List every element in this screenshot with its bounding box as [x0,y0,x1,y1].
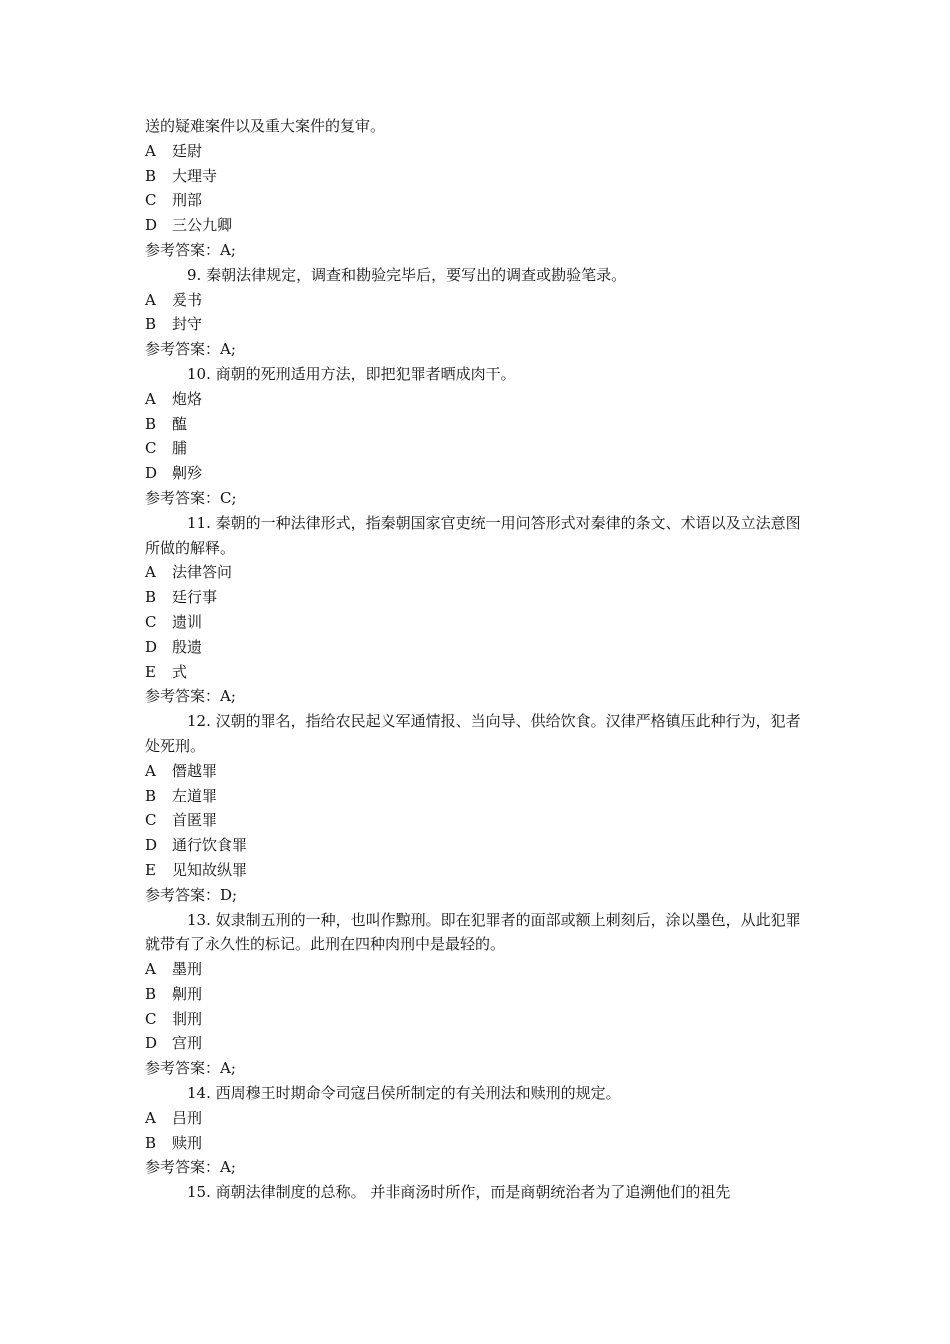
option-letter: E [145,860,156,879]
question-text: 11. 秦朝的一种法律形式，指秦朝国家官吏统一用问答形式对秦律的条文、术语以及立法意图所做的解释。 [145,513,801,557]
option-letter: A [145,1108,156,1127]
option-letter: B [145,414,157,433]
option-text: 法律答问 [172,563,233,582]
option-letter: A [145,141,156,160]
option-item [145,164,810,189]
option-text: 廷行事 [172,588,218,607]
question-block [145,908,810,1082]
question-block [145,362,810,511]
option-text: 宫刑 [172,1034,203,1053]
option-item [145,610,810,635]
option-letter: D [145,216,158,235]
option-item [145,461,810,486]
question-text: 13. 奴隶制五刑的一种，也叫作黥刑。即在犯罪者的面部或额上刺刻后，涂以墨色，从此犯罪就带有了永久性的标记。此刑在四种肉刑中是最轻的。 [145,910,801,954]
option-letter: B [145,315,157,334]
option-item [145,759,810,784]
question-block [145,139,810,263]
option-letter: B [145,588,157,607]
reference-answer: 参考答案：A; [145,1059,236,1078]
question-block [145,1180,810,1205]
question-block [145,709,810,907]
question-block [145,511,810,709]
option-item [145,560,810,585]
option-letter: B [145,984,157,1003]
option-item [145,1031,810,1056]
option-text: 首匿罪 [172,811,218,830]
option-letter: D [145,464,158,483]
option-item [145,784,810,809]
option-item [145,833,810,858]
option-item [145,1007,810,1032]
option-text: 廷尉 [172,141,203,160]
option-letter: B [145,786,157,805]
option-text: 僭越罪 [172,761,218,780]
option-text: 殷遗 [172,637,203,656]
option-item [145,660,810,685]
option-text: 吕刑 [172,1108,203,1127]
option-item [145,808,810,833]
question-block [145,1081,810,1180]
option-text: 见知故纵罪 [172,860,248,879]
question-text: 15. 商朝法律制度的总称。 并非商汤时所作，而是商朝统治者为了追溯他们的祖先 [187,1183,731,1202]
option-letter: A [145,761,156,780]
option-letter: A [145,563,156,582]
option-letter: D [145,836,158,855]
reference-answer: 参考答案：A; [145,1158,236,1177]
option-item [145,585,810,610]
option-letter: A [145,389,156,408]
question-text: 9. 秦朝法律规定，调查和勘验完毕后，要写出的调查或勘验笔录。 [187,265,627,284]
option-text: 式 [172,662,188,681]
option-letter: B [145,1133,157,1152]
option-letter: E [145,662,156,681]
option-letter: C [145,612,157,631]
option-item [145,957,810,982]
option-item [145,139,810,164]
question-block [145,263,810,362]
option-letter: C [145,191,157,210]
reference-answer: 参考答案：A; [145,340,236,359]
option-text: 爰书 [172,290,203,309]
option-text: 劓殄 [172,464,203,483]
option-text: 大理寺 [172,166,218,185]
option-item [145,858,810,883]
option-text: 左道罪 [172,786,218,805]
option-item [145,982,810,1007]
option-item [145,436,810,461]
document-page [145,114,810,1205]
option-text: 脯 [172,439,188,458]
option-letter: A [145,960,156,979]
reference-answer: 参考答案：A; [145,240,236,259]
option-letter: D [145,1034,158,1053]
option-item [145,1131,810,1156]
reference-answer: 参考答案：D; [145,885,238,904]
intro-line: 送的疑难案件以及重大案件的复审。 [145,117,386,135]
option-text: 遗训 [172,612,203,631]
option-text: 刑部 [172,191,203,210]
option-item [145,312,810,337]
option-item [145,213,810,238]
option-text: 封守 [172,315,203,334]
option-letter: C [145,439,157,458]
option-text: 赎刑 [172,1133,203,1152]
reference-answer: 参考答案：C; [145,488,237,507]
option-item [145,387,810,412]
question-text: 12. 汉朝的罪名，指给农民起义军通情报、当向导、供给饮食。汉律严格镇压此种行为，犯者处死刑。 [145,712,801,755]
question-text: 14. 西周穆王时期命令司寇吕侯所制定的有关刑法和赎刑的规定。 [187,1084,621,1103]
option-letter: B [145,166,157,185]
option-letter: C [145,1009,157,1028]
option-text: 炮烙 [172,389,203,408]
option-letter: D [145,637,158,656]
option-item [145,1106,810,1131]
option-text: 醢 [172,414,188,433]
option-item [145,188,810,213]
option-item [145,412,810,437]
option-letter: A [145,290,156,309]
option-text: 劓刑 [172,984,203,1003]
question-list [145,139,810,1205]
option-text: 通行饮食罪 [172,836,248,855]
reference-answer: 参考答案：A; [145,687,236,706]
option-text: 墨刑 [172,960,203,979]
option-letter: C [145,811,157,830]
option-item [145,635,810,660]
option-item [145,288,810,313]
option-text: 三公九卿 [172,216,233,235]
question-text: 10. 商朝的死刑适用方法，即把犯罪者晒成肉干。 [187,364,516,383]
option-text: 剕刑 [172,1009,203,1028]
